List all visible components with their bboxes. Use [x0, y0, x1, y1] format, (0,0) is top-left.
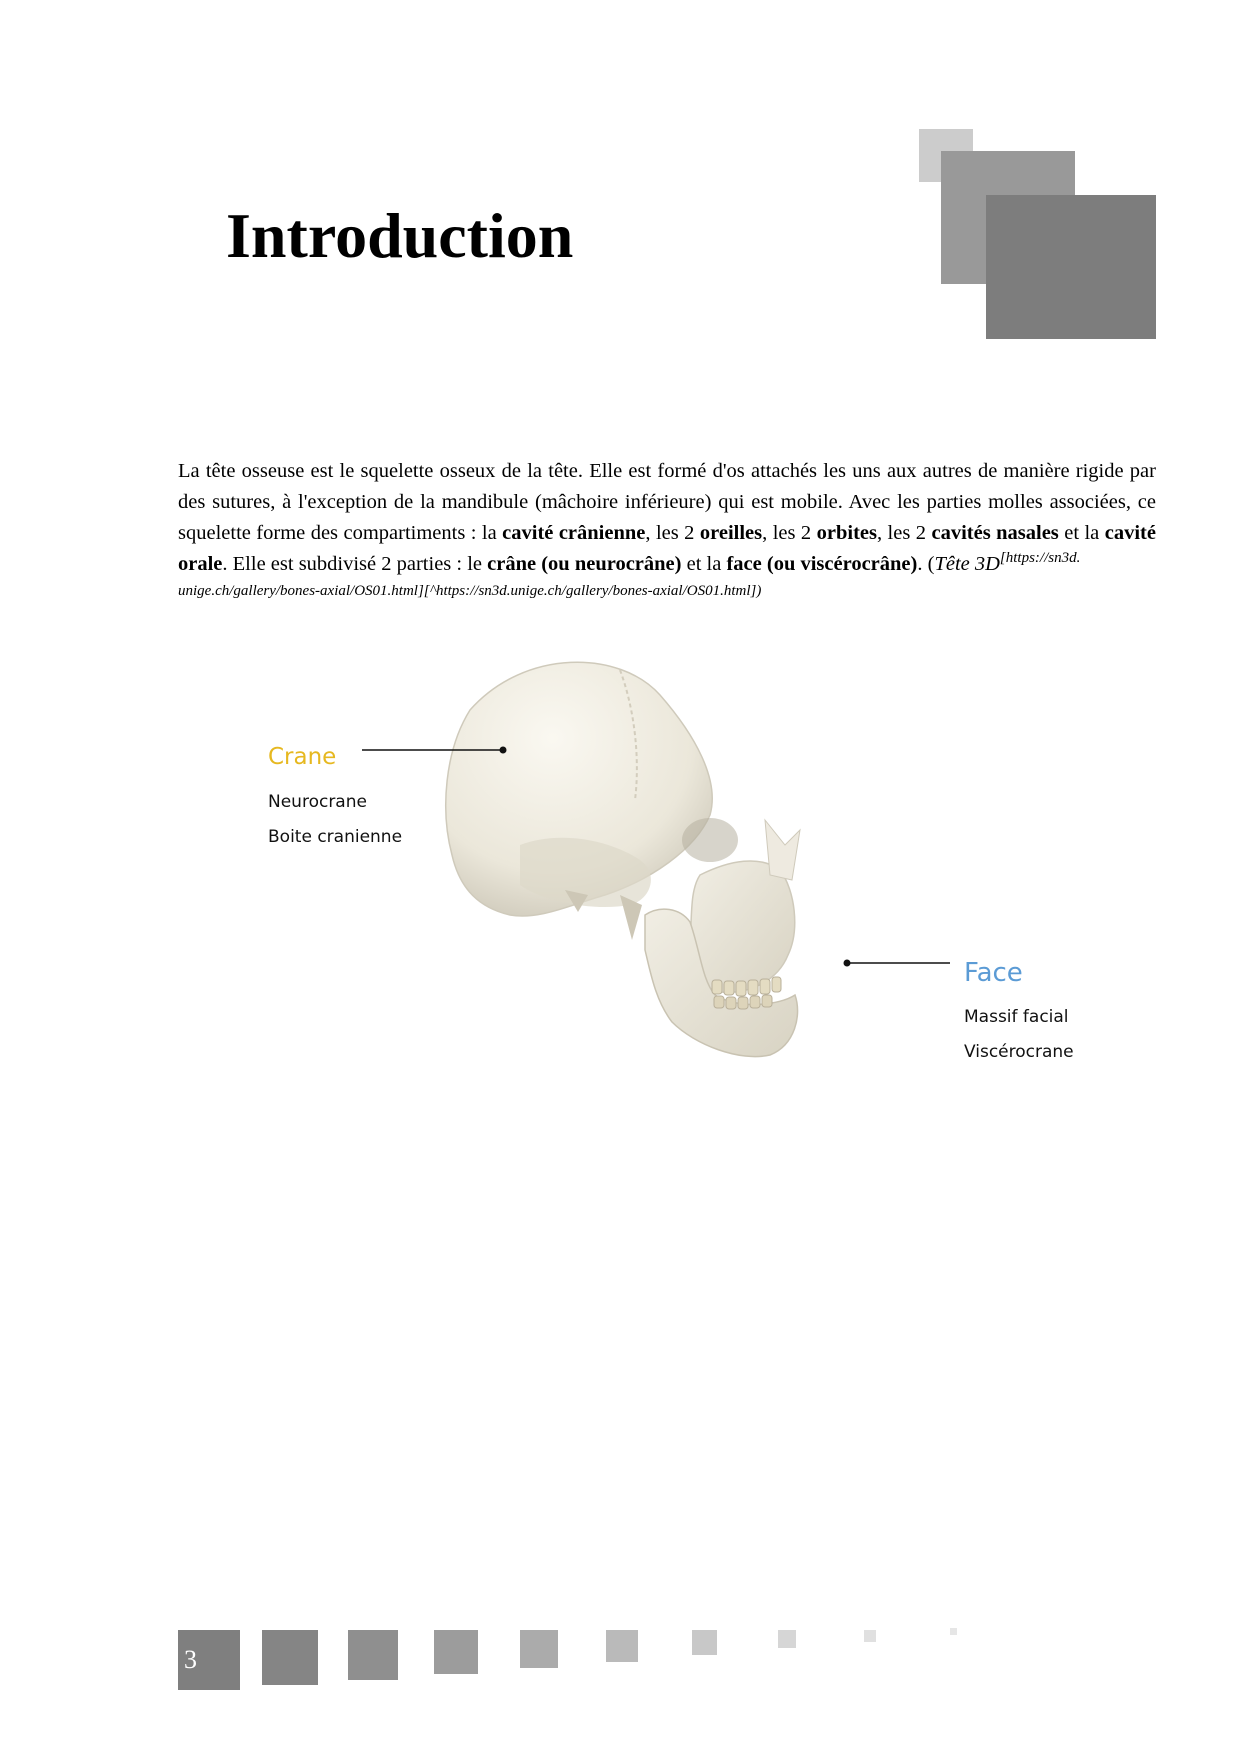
term-oreilles: oreilles [699, 522, 763, 544]
skull-illustration [240, 650, 1120, 1140]
neurocrane-label: Neurocrane [268, 792, 367, 812]
footer-square [864, 1630, 876, 1642]
footer-square [348, 1630, 398, 1680]
footer-square [778, 1630, 796, 1648]
term-cavite-cranienne: cavité crânienne [502, 522, 646, 544]
intro-text: et la [681, 553, 727, 575]
intro-text: . ( [917, 553, 935, 575]
closing-parenthesis: ) [756, 583, 762, 599]
term-face: face (ou viscérocrâne) [726, 553, 918, 575]
viscerocrane-label: Viscérocrane [964, 1042, 1074, 1062]
term-orbites: orbites [816, 522, 877, 544]
styloid-process [620, 895, 642, 940]
decorative-square-large [986, 195, 1156, 339]
footer-square [692, 1630, 717, 1655]
intro-text: , les 2 [645, 522, 700, 544]
reference-superscript[interactable]: [https://sn3d. [999, 550, 1081, 567]
intro-text: , les 2 [876, 522, 932, 544]
nasal-bones [765, 820, 800, 880]
tete-3d-link[interactable]: Tête 3D [934, 553, 1000, 575]
page-number: 3 [178, 1630, 240, 1690]
crane-label: Crane [268, 744, 337, 770]
term-cavites-nasales: cavités nasales [931, 522, 1059, 544]
intro-text: La tête osseuse est le squelette osseux de la tête. Elle est formé d'os attachés les uns aux autres de manière rigide par des sutures, à l'exception de la mandibule (mâchoire inférieure) qui est mobile. Avec les parties molles associées, ce squelette forme des compartiments : la [178, 460, 1156, 544]
page-title: Introduction [226, 200, 574, 271]
term-crane: crâne (ou neurocrâne) [487, 553, 682, 575]
reference-url[interactable]: unige.ch/gallery/bones-axial/OS01.html][^https://sn3d.unige.ch/gallery/bones-axial/OS01.html] [178, 583, 757, 599]
footer-square [262, 1630, 318, 1685]
footer-square [520, 1630, 558, 1668]
maxilla-shape [690, 861, 795, 992]
reference-line[interactable] [178, 580, 1156, 602]
crane-leader-dot [500, 747, 507, 754]
skull-figure [240, 650, 1120, 1140]
footer-square [606, 1630, 638, 1662]
footer-square [950, 1628, 957, 1635]
face-label: Face [964, 958, 1023, 988]
lower-teeth [714, 995, 772, 1009]
footer-square [434, 1630, 478, 1674]
intro-paragraph [178, 456, 1156, 602]
intro-text: . Elle est subdivisé 2 parties : le [222, 553, 488, 575]
intro-text: , les 2 [762, 522, 817, 544]
boite-cranienne-label: Boite cranienne [268, 827, 403, 847]
intro-text: et la [1058, 522, 1105, 544]
massif-facial-label: Massif facial [964, 1007, 1069, 1027]
face-leader-dot [844, 960, 851, 967]
term-cavite-orale: cavité orale [178, 522, 1156, 575]
orbit-shape [682, 818, 738, 862]
